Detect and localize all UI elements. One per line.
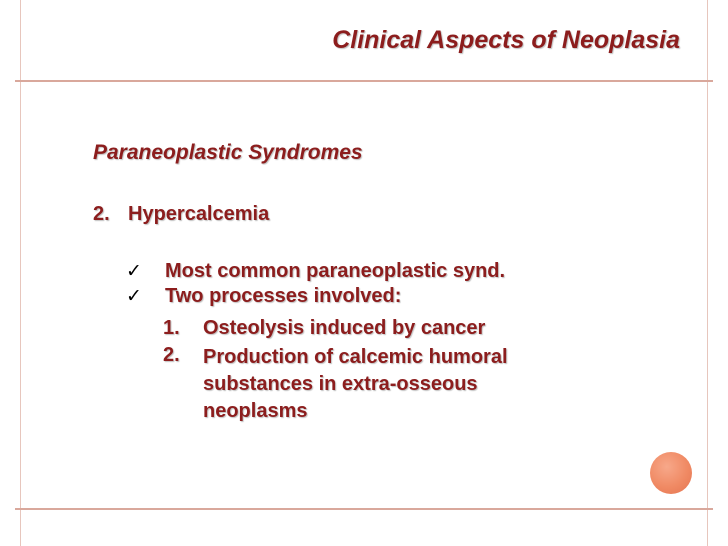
checkmark-icon: ✓ [126, 285, 142, 307]
main-item-number: 2. [93, 203, 110, 225]
main-item-text: Hypercalcemia [128, 203, 270, 225]
check-bullet: Most common paraneoplastic synd. [165, 260, 506, 282]
sub-item-text: Osteolysis induced by cancer [203, 317, 486, 339]
title-divider [15, 80, 713, 82]
check-bullet: Two processes involved: [165, 285, 402, 307]
slide-title: Clinical Aspects of Neoplasia [332, 26, 680, 54]
sub-item-text [203, 344, 508, 425]
footer-divider [15, 508, 713, 510]
section-heading: Paraneoplastic Syndromes [93, 141, 363, 164]
sub-item-number: 1. [163, 317, 180, 339]
decorative-circle-icon [650, 452, 692, 494]
sub-item-number: 2. [163, 344, 180, 366]
sub-item-line: substances in extra-osseous [203, 373, 478, 395]
checkmark-icon: ✓ [126, 260, 142, 282]
sub-item-line: neoplasms [203, 400, 308, 422]
sub-item-line: Production of calcemic humoral [203, 346, 508, 368]
